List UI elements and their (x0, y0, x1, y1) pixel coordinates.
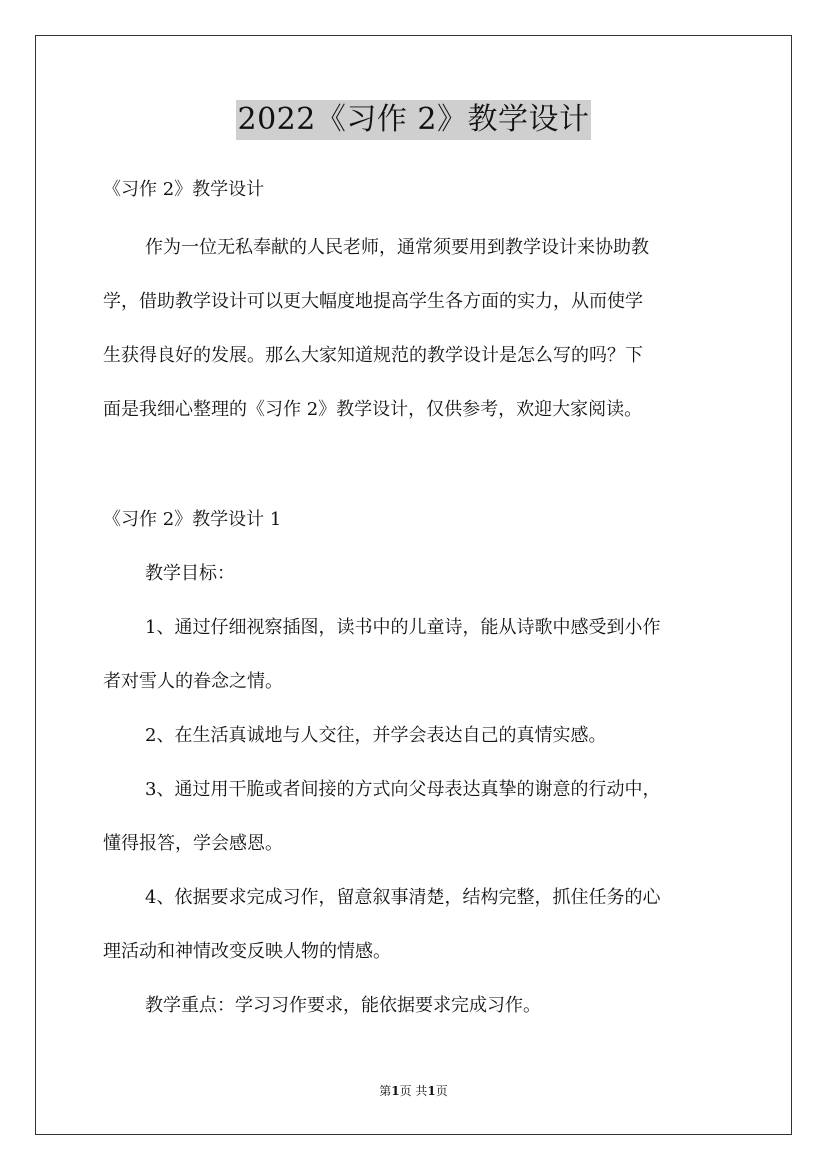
footer-mid: 页 共 (399, 1084, 428, 1098)
section-heading: 《习作 2》教学设计 1 (103, 509, 282, 530)
footer-page-current: 1 (391, 1084, 400, 1098)
goal-line-5: 懂得报答，学会感恩。 (103, 833, 283, 854)
subtitle: 《习作 2》教学设计 (103, 179, 265, 200)
goal-line-1: 1、通过仔细视察插图，读书中的儿童诗，能从诗歌中感受到小作 (145, 617, 661, 638)
goal-line-7: 理活动和神情改变反映人物的情感。 (103, 941, 391, 962)
intro-line-4: 面是我细心整理的《习作 2》教学设计，仅供参考，欢迎大家阅读。 (103, 399, 643, 420)
footer-prefix: 第 (379, 1084, 392, 1098)
focus-line: 教学重点：学习习作要求，能依据要求完成习作。 (145, 995, 541, 1016)
footer-page-total: 1 (427, 1084, 436, 1098)
intro-line-3: 生获得良好的发展。那么大家知道规范的教学设计是怎么写的吗？下 (103, 345, 643, 366)
goals-label: 教学目标： (145, 563, 235, 584)
footer-suffix: 页 (435, 1084, 448, 1098)
goal-line-3: 2、在生活真诚地与人交往，并学会表达自己的真情实感。 (145, 725, 607, 746)
goal-line-4: 3、通过用干脆或者间接的方式向父母表达真挚的谢意的行动中， (145, 779, 661, 800)
document-title: 2022《习作 2》教学设计 (236, 100, 592, 140)
goal-line-6: 4、依据要求完成习作，留意叙事清楚，结构完整，抓住任务的心 (145, 887, 661, 908)
goal-line-2: 者对雪人的眷念之情。 (103, 671, 283, 692)
intro-line-2: 学，借助教学设计可以更大幅度地提高学生各方面的实力，从而使学 (103, 291, 643, 312)
title-container (0, 100, 827, 140)
intro-line-1: 作为一位无私奉献的人民老师，通常须要用到教学设计来协助教 (145, 237, 649, 258)
page-footer (0, 1083, 827, 1099)
